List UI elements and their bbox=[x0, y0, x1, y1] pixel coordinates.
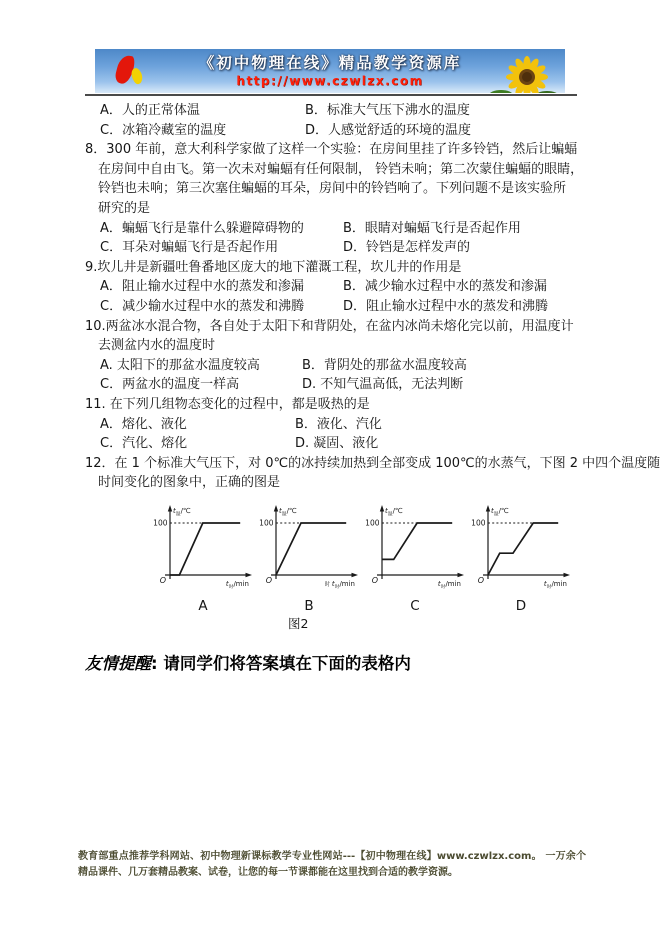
svg-text:t时/min: $t_时/\min$ bbox=[225, 580, 249, 590]
option-b: B．眼睛对蝙蝠飞行是否起作用 bbox=[343, 220, 521, 236]
option-row bbox=[85, 219, 585, 239]
option-c: C．两盆水的温度一样高 bbox=[100, 377, 240, 393]
option-row bbox=[85, 297, 585, 317]
option-a: A．熔化、液化 bbox=[100, 416, 187, 432]
option-b: B．液化、汽化 bbox=[295, 416, 382, 432]
logo-flame-yellow bbox=[129, 67, 145, 86]
temperature-time-chart-c bbox=[362, 503, 468, 599]
banner-divider bbox=[85, 94, 577, 96]
option-d: D．铃铛是怎样发声的 bbox=[343, 240, 471, 256]
question-8-line: 在房间中自由飞。第一次未对蝙蝠有任何限制， 铃铛未响；第二次蒙住蝙蝠的眼睛， bbox=[98, 161, 584, 177]
reminder-text: : 请同学们将答案填在下面的表格内 bbox=[151, 654, 411, 673]
graph-label-c: C bbox=[410, 598, 420, 614]
option-d: D．阻止输水过程中水的蒸发和沸腾 bbox=[343, 298, 549, 314]
question-12-line: 时间变化的图象中，正确的图是 bbox=[98, 475, 281, 491]
option-c: C．冰箱冷藏室的温度 bbox=[100, 122, 227, 138]
svg-text:100: 100 bbox=[258, 518, 273, 528]
option-row bbox=[85, 101, 585, 121]
option-row bbox=[85, 434, 585, 454]
option-c: C．耳朵对蝙蝠飞行是否起作用 bbox=[100, 240, 279, 256]
answer-reminder bbox=[85, 650, 411, 674]
option-a: A．蝙蝠飞行是靠什么躲避障碍物的 bbox=[100, 220, 304, 236]
svg-text:O: O bbox=[159, 576, 166, 585]
svg-text:t温/℃: $t_温/℃$ bbox=[490, 507, 509, 517]
svg-text:100: 100 bbox=[364, 518, 379, 528]
figure-2-graphs bbox=[150, 503, 574, 613]
option-row bbox=[85, 121, 585, 141]
graph-option-d bbox=[468, 503, 574, 613]
svg-text:t时/min: $t_时/\min$ bbox=[437, 580, 461, 590]
graph-label-d: D bbox=[515, 598, 527, 614]
option-d: D．人感觉舒适的环境的温度 bbox=[305, 122, 472, 138]
site-url: http://www.czwlzx.com bbox=[236, 74, 424, 88]
svg-text:t时/min: $t_时/\min$ bbox=[543, 580, 567, 590]
banner-text bbox=[165, 51, 495, 88]
option-a: A．阻止输水过程中水的蒸发和渗漏 bbox=[100, 279, 304, 295]
site-banner bbox=[95, 49, 565, 93]
temperature-time-chart-a bbox=[150, 503, 256, 599]
svg-text:t温/℃: $t_温/℃$ bbox=[384, 507, 403, 517]
graph-label-a: A bbox=[198, 598, 208, 614]
graph-option-c bbox=[362, 503, 468, 613]
option-c: C．减少输水过程中水的蒸发和沸腾 bbox=[100, 298, 305, 314]
svg-text:O: O bbox=[265, 576, 272, 585]
svg-text:t温/℃: $t_温/℃$ bbox=[278, 507, 297, 517]
site-footer-text: 教育部重点推荐学科网站、初中物理新课标教学专业性网站---【初中物理在线】www.czwlzx.com。 一万余个精品课件、几万套精品教案、试卷，让您的每一节课都能在这里找到合适的教学资源。 bbox=[78, 851, 586, 878]
question-10-line: 10.两盆冰水混合物，各自处于太阳下和背阴处，在盆内冰尚未熔化完以前，用温度计 bbox=[85, 318, 574, 334]
svg-text:t温/℃: $t_温/℃$ bbox=[172, 507, 191, 517]
option-row bbox=[85, 375, 585, 395]
site-title: 《初中物理在线》精品教学资源库 bbox=[198, 54, 462, 72]
option-row bbox=[85, 277, 585, 297]
question-9-line: 9.坎儿井是新疆吐鲁番地区庞大的地下灌溉工程，坎儿井的作用是 bbox=[85, 259, 462, 275]
question-8-line: 研究的是 bbox=[98, 200, 151, 216]
option-b: B．背阴处的那盆水温度较高 bbox=[302, 357, 467, 373]
temperature-time-chart-d bbox=[468, 503, 574, 599]
svg-text:时 t时/min: 时 $t_时/\min$ bbox=[324, 580, 355, 590]
sunflower-icon bbox=[487, 53, 561, 93]
graph-option-b bbox=[256, 503, 362, 613]
option-a: A. 太阳下的那盆水温度较高 bbox=[100, 357, 260, 373]
option-c: C．汽化、熔化 bbox=[100, 436, 188, 452]
temperature-time-chart-b bbox=[256, 503, 362, 599]
reminder-prefix: 友情提醒 bbox=[85, 654, 151, 673]
option-row bbox=[85, 356, 585, 376]
question-text-block bbox=[85, 101, 661, 493]
option-b: B．标准大气压下沸水的温度 bbox=[305, 103, 470, 118]
question-8-line: 8．300 年前，意大利科学家做了这样一个实验：在房间里挂了许多铃铛，然后让蝙蝠 bbox=[85, 142, 578, 158]
question-8-line: 铃铛也未响；第三次塞住蝙蝠的耳朵，房间中的铃铛响了。下列问题不是该实验所 bbox=[98, 181, 567, 197]
option-row bbox=[85, 415, 585, 435]
site-logo-icon bbox=[117, 55, 151, 89]
figure-caption: 图2 bbox=[288, 616, 309, 631]
graph-label-b: B bbox=[304, 598, 314, 614]
svg-text:O: O bbox=[371, 576, 378, 585]
option-d: D. 不知气温高低，无法判断 bbox=[302, 377, 464, 393]
question-11-line: 11. 在下列几组物态变化的过程中，都是吸热的是 bbox=[85, 396, 370, 412]
svg-text:O: O bbox=[477, 576, 484, 585]
option-b: B．减少输水过程中水的蒸发和渗漏 bbox=[343, 279, 547, 295]
graph-option-a bbox=[150, 503, 256, 613]
option-d: D. 凝固、液化 bbox=[295, 436, 379, 452]
svg-text:100: 100 bbox=[470, 518, 485, 528]
svg-text:100: 100 bbox=[152, 518, 167, 528]
question-12-line: 12．在 1 个标准大气压下，对 0℃的冰持续加热到全部变成 100℃的水蒸气，下图 2 中四个温度随 bbox=[85, 455, 661, 471]
option-row bbox=[85, 238, 585, 258]
question-10-line: 去测盆内水的温度时 bbox=[98, 338, 216, 354]
option-a: A．人的正常体温 bbox=[100, 103, 200, 118]
